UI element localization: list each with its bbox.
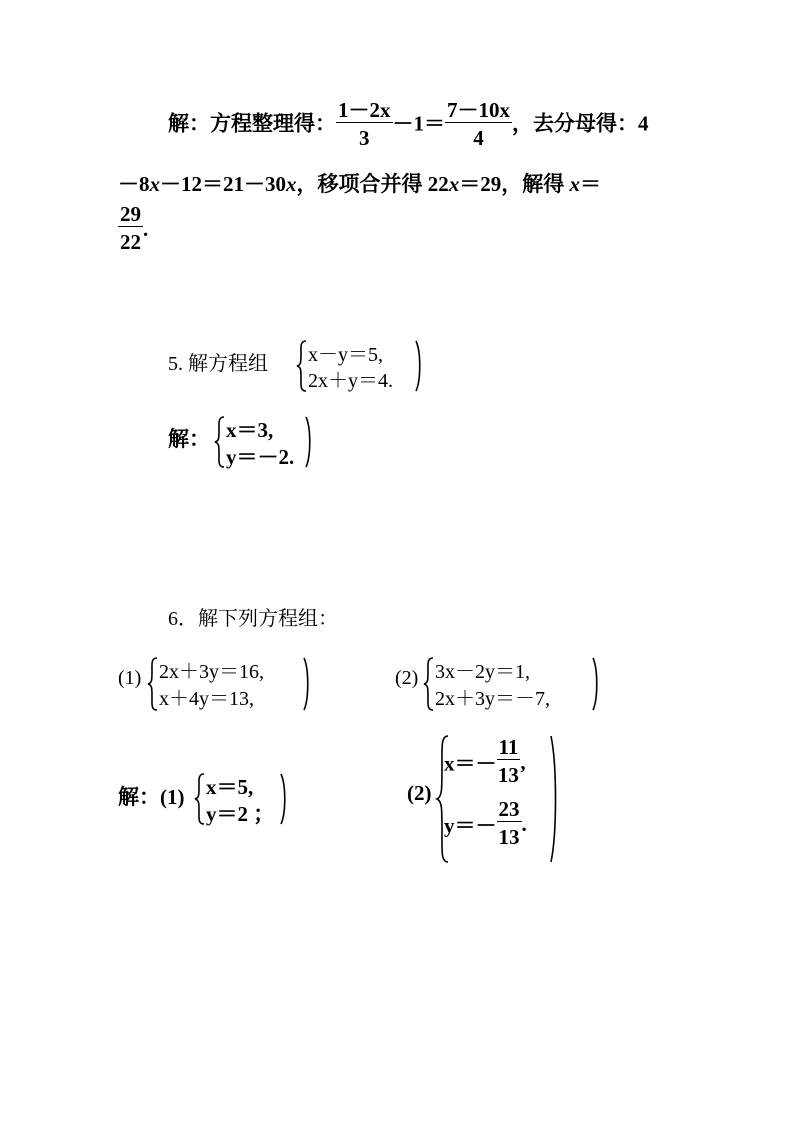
answer-fraction: [118, 202, 143, 257]
left-brace-icon: [296, 340, 308, 392]
variable-x: x: [569, 172, 580, 196]
right-paren-icon: [280, 773, 288, 825]
problem-5-eq-2: 2x＋y＝4.: [308, 370, 393, 392]
problem-6-part-2-eq-1: 3x－2y＝1,: [435, 661, 530, 683]
solution-4-text: ＝29，解得: [459, 172, 570, 196]
fraction-1-denominator: 3: [359, 126, 370, 150]
right-paren-icon: [305, 416, 313, 468]
solution-x-prefix: x＝－: [444, 751, 497, 776]
right-paren-icon: [303, 657, 311, 711]
solution-y-fraction: [497, 797, 522, 852]
right-paren-icon: [415, 340, 423, 392]
problem-6-label: 6．解下列方程组：: [168, 608, 338, 630]
solution-x-comma: ,: [520, 750, 526, 774]
problem-6-part-2-label: (2): [395, 667, 419, 689]
left-brace-icon: [147, 657, 159, 711]
solution-4-text: －8: [118, 172, 150, 196]
left-brace-icon: [194, 773, 206, 825]
fraction-1-numerator: 1－2x: [338, 98, 391, 122]
variable-x: x: [448, 172, 460, 196]
problem-6-solution-2-y: [444, 797, 527, 852]
solution-x-fraction: [497, 735, 521, 790]
solution-4-intro: 解：方程整理得：: [168, 111, 336, 136]
solution-4-answer: [118, 202, 148, 257]
problem-5-eq-1: x－y＝5,: [308, 344, 383, 366]
fraction-2-denominator: 4: [473, 126, 484, 150]
solution-y-prefix: y＝－: [444, 813, 497, 838]
problem-5-solution-1: x＝3,: [226, 418, 274, 442]
solution-x-numerator: 11: [498, 735, 519, 759]
fraction-2-numerator: 7－10x: [447, 98, 510, 122]
answer-period: .: [143, 217, 149, 241]
solution-4-text: ，移项合并得 22: [296, 172, 449, 196]
solution-4-line-1: [168, 98, 649, 153]
answer-numerator: 29: [120, 202, 141, 226]
fraction-2: [445, 98, 512, 153]
solution-x-denominator: 13: [497, 763, 519, 787]
right-paren-icon: [550, 735, 558, 863]
variable-x: x: [286, 172, 297, 196]
variable-x: x: [149, 172, 160, 196]
right-paren-icon: [592, 657, 600, 711]
problem-5-label: 5. 解方程组: [168, 353, 268, 375]
problem-6-solution-1-x: x＝5,: [206, 775, 254, 799]
solution-4-text: ＝: [580, 172, 601, 196]
solution-4-text: －12＝21－30: [160, 172, 286, 196]
problem-6-part-1-label: (1): [118, 667, 142, 689]
left-brace-icon: [214, 416, 226, 468]
problem-6-part-1-eq-1: 2x＋3y＝16,: [159, 661, 264, 683]
problem-6-solution-2-x: [444, 735, 526, 790]
left-brace-icon: [423, 657, 435, 711]
problem-5-solution-2: y＝－2.: [226, 445, 295, 469]
fraction-1: [336, 98, 393, 153]
solution-y-numerator: 23: [498, 797, 520, 821]
solution-4-mid: －1＝: [392, 111, 445, 136]
problem-6-solution-1-y: y＝2 ；: [206, 802, 275, 826]
problem-6-part-1-eq-2: x＋4y＝13,: [159, 688, 254, 710]
problem-5-solution-label: 解：: [168, 427, 210, 451]
solution-4-after: ，去分母得：4: [512, 111, 649, 136]
solution-y-denominator: 13: [498, 825, 520, 849]
answer-denominator: 22: [120, 230, 141, 254]
solution-y-period: .: [521, 812, 527, 836]
problem-6-part-2-eq-2: 2x＋3y＝－7,: [435, 688, 550, 710]
solution-4-line-2: [118, 168, 601, 198]
problem-6-solution-2-label: (2): [407, 781, 432, 805]
problem-6-solution-label: 解：(1): [118, 785, 185, 809]
